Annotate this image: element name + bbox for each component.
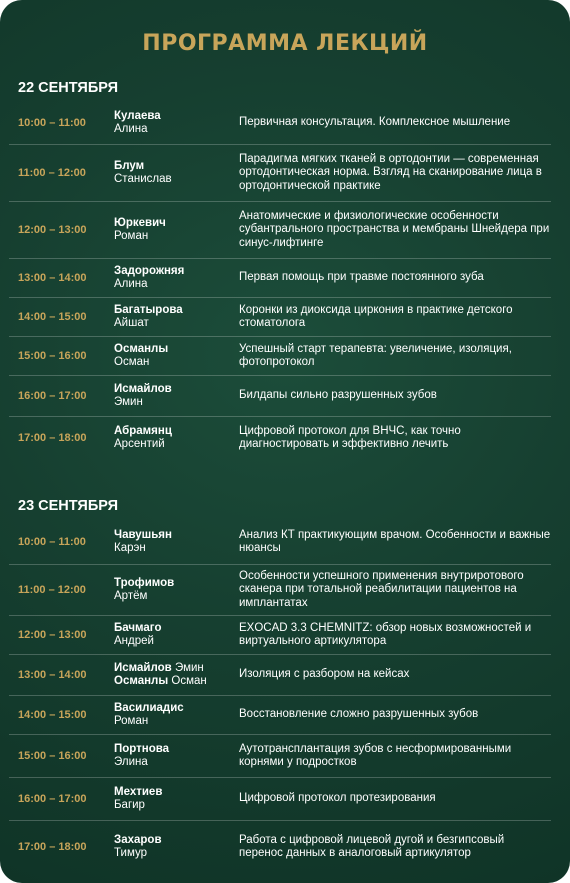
- speaker: [114, 702, 184, 729]
- session-topic: Первая помощь при травме постоянного зуба: [239, 271, 484, 284]
- session-row: [9, 145, 551, 202]
- session-row: [9, 616, 551, 655]
- speaker-surname: Чавушьян: [114, 528, 172, 541]
- session-time: 15:00 – 16:00: [18, 350, 87, 362]
- session-time: 10:00 – 11:00: [18, 536, 86, 548]
- session-row: [9, 417, 551, 459]
- speaker-name: Андрей: [114, 635, 154, 647]
- speaker-name: Станислав: [114, 173, 172, 185]
- session-topic: Коронки из диоксида циркония в практике детского стоматолога: [239, 303, 513, 329]
- session-topic: Цифровой протокол протезирования: [239, 792, 436, 805]
- speaker: [114, 834, 162, 861]
- session-topic: Аутотрансплантация зубов с несформированными корнями у подростков: [239, 742, 512, 768]
- session-row: [9, 565, 551, 616]
- speaker: [114, 265, 184, 292]
- speaker: [114, 425, 172, 452]
- speaker-name: Эмин: [174, 661, 204, 674]
- speaker-surname: Бачмаго: [114, 621, 162, 634]
- speaker-name: Багир: [114, 799, 145, 811]
- session-time: 11:00 – 12:00: [18, 584, 86, 596]
- speaker-surname: Василиадис: [114, 701, 184, 714]
- speaker: [114, 622, 161, 649]
- session-time: 16:00 – 17:00: [18, 390, 87, 402]
- speaker-name: Айшат: [114, 317, 149, 329]
- session-row: [9, 298, 551, 337]
- session-list: [9, 102, 551, 459]
- session-time: 14:00 – 15:00: [18, 709, 87, 721]
- session-topic: Анатомические и физиологические особенности субантрального пространства и мембраны Шнейдера при синус-лифтинге: [239, 209, 550, 249]
- session-topic: Цифровой протокол для ВНЧС, как точно диагностировать и эффективно лечить: [239, 424, 461, 450]
- session-time: 16:00 – 17:00: [18, 793, 87, 805]
- speaker: [114, 529, 172, 556]
- speaker-surname: Юркевич: [114, 216, 166, 229]
- session-row: [9, 778, 551, 821]
- speaker: [114, 786, 162, 813]
- speaker-surname: Исмайлов: [114, 661, 172, 674]
- speaker-surname: Мехтиев: [114, 785, 163, 798]
- page-title: ПРОГРАММА ЛЕКЦИЙ: [142, 31, 428, 56]
- speaker: [114, 383, 172, 410]
- speaker-name: Алина: [114, 278, 148, 290]
- speaker: [114, 743, 169, 770]
- speaker-name: Осман: [114, 356, 150, 368]
- session-topic: Первичная консультация. Комплексное мышление: [239, 116, 511, 129]
- session-time: 10:00 – 11:00: [18, 117, 86, 129]
- session-topic: Работа с цифровой лицевой дугой и безгипсовый перенос данных в аналоговый артикулятор: [239, 833, 505, 859]
- speaker: [114, 577, 174, 604]
- speaker-name: Эмин: [114, 396, 143, 408]
- session-time: 17:00 – 18:00: [18, 841, 87, 853]
- speaker-surname: Трофимов: [114, 576, 175, 589]
- speaker: [114, 217, 166, 244]
- speaker-surname: Задорожняя: [114, 264, 185, 277]
- session-topic: Парадигма мягких тканей в ортодонтии — современная ортодонтическая норма. Взгляд на сканирование лица в ортодонтической практике: [239, 152, 542, 192]
- speaker: [114, 662, 207, 689]
- day-date: 22 СЕНТЯБРЯ: [18, 80, 119, 96]
- speaker: [114, 304, 183, 331]
- session-list: [9, 520, 551, 873]
- speaker-surname: Османлы: [114, 675, 169, 687]
- day-section-1: [9, 78, 551, 459]
- session-topic: EXOCAD 3.3 CHEMNITZ: обзор новых возможностей и виртуального артикулятора: [239, 621, 532, 647]
- session-topic: Особенности успешного применения внутриротового сканера при тотальной реабилитации пациентов на имплантатах: [239, 569, 524, 609]
- day-date: 23 СЕНТЯБРЯ: [18, 498, 119, 514]
- session-topic: Изоляция с разбором на кейсах: [239, 668, 410, 681]
- speaker-surname: Абрамянц: [114, 424, 172, 437]
- speaker: [114, 160, 172, 187]
- speaker-name: Тимур: [114, 847, 147, 859]
- speaker-name: Карэн: [114, 542, 146, 554]
- speaker-name: Осман: [171, 675, 207, 687]
- session-row: [9, 202, 551, 259]
- session-time: 12:00 – 13:00: [18, 629, 87, 641]
- speaker-surname: Портнова: [114, 742, 170, 755]
- speaker-surname: Османлы: [114, 342, 169, 355]
- speaker-surname: Захаров: [114, 833, 162, 846]
- speaker-name: Роман: [114, 715, 149, 727]
- session-time: 13:00 – 14:00: [18, 669, 87, 681]
- session-topic: Успешный старт терапевта: увеличение, изоляция, фотопротокол: [239, 342, 512, 368]
- speaker-name: Элина: [114, 756, 148, 768]
- session-row: [9, 735, 551, 778]
- speaker-name: Артём: [114, 590, 148, 602]
- session-time: 13:00 – 14:00: [18, 272, 87, 284]
- session-topic: Восстановление сложно разрушенных зубов: [239, 708, 479, 721]
- session-row: [9, 259, 551, 298]
- speaker-name: Арсентий: [114, 438, 165, 450]
- speaker-surname: Исмайлов: [114, 382, 172, 395]
- session-row: [9, 376, 551, 417]
- session-row: [9, 337, 551, 376]
- day-section-2: [9, 496, 551, 873]
- session-topic: Билдапы сильно разрушенных зубов: [239, 389, 437, 402]
- session-row: [9, 520, 551, 565]
- session-row: [9, 696, 551, 735]
- session-time: 17:00 – 18:00: [18, 432, 87, 444]
- session-row: [9, 102, 551, 145]
- speaker-surname: Багатырова: [114, 303, 183, 316]
- speaker-name: Роман: [114, 230, 149, 242]
- speaker: [114, 343, 168, 370]
- session-time: 15:00 – 16:00: [18, 750, 87, 762]
- session-topic: Анализ КТ практикующим врачом. Особенности и важные нюансы: [239, 528, 551, 554]
- speaker-surname: Блум: [114, 159, 145, 172]
- session-time: 11:00 – 12:00: [18, 167, 86, 179]
- session-row: [9, 655, 551, 696]
- session-time: 12:00 – 13:00: [18, 224, 87, 236]
- session-time: 14:00 – 15:00: [18, 311, 87, 323]
- speaker-surname: Кулаева: [114, 109, 161, 122]
- speaker: [114, 110, 161, 137]
- session-row: [9, 821, 551, 873]
- speaker-name: Алина: [114, 123, 148, 135]
